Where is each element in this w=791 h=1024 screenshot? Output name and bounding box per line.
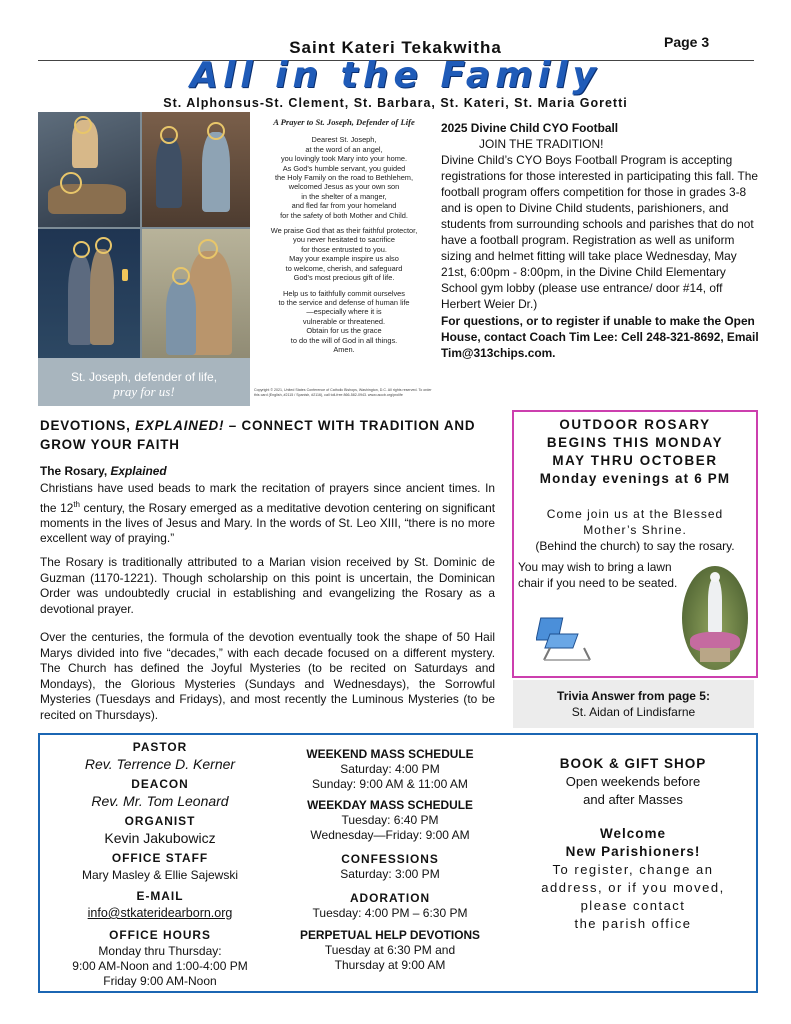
email-link[interactable]: info@stkateridearborn.org (87, 906, 233, 920)
office-staff-label: OFFICE STAFF (111, 851, 209, 865)
weekend-mass-line: Sunday: 9:00 AM & 11:00 AM (312, 777, 468, 791)
rosary-announcement (514, 416, 756, 488)
cyo-contact: For questions, or to register if unable to make the Open House, contact Coach Tim Lee: Cell 248-321-8692, Email Tim@313chips.com. (441, 314, 759, 360)
weekend-mass-line: Saturday: 4:00 PM (340, 762, 440, 776)
lawn-chair-icon (536, 612, 596, 662)
rosary-line: MAY THRU OCTOBER (552, 453, 718, 468)
lawn-chair-note: You may wish to bring a lawn chair if you need to be seated. (518, 560, 678, 590)
prayer-stanza: We praise God that as their faithful protector, you never hesitated to sacrifice for those entrusted to you. May your example inspire us also to welcome, cherish, and safeguard God's most precious gift of life. (270, 226, 418, 283)
paragraph-part: Christians have used beads to mark the recitation of prayers since ancient times. In the 12 (40, 481, 495, 515)
confessions-time: Saturday: 3:00 PM (340, 867, 440, 881)
parish-list: St. Alphonsus-St. Clement, St. Barbara, St. Kateri, St. Maria Goretti (163, 96, 628, 110)
prayer-copyright: Copyright © 2021, United States Conference of Catholic Bishops, Washington, D.C. All rights reserved. To order this card (English, #2115 / Spanish, #2116), call toll-free 866-582-0943. www.usccb.org/prolife (254, 388, 432, 397)
deacon-name: Rev. Mr. Tom Leonard (91, 793, 229, 809)
rosary-line: Come join us at the Blessed (546, 507, 724, 521)
schedule-column (280, 747, 500, 973)
office-hours-line: Monday thru Thursday: (98, 944, 222, 958)
perpetual-help-line: Tuesday at 6:30 PM and (324, 943, 456, 957)
weekday-mass-line: Tuesday: 6:40 PM (341, 813, 439, 827)
perpetual-help-line: Thursday at 9:00 AM (334, 958, 446, 972)
rosary-subheading (40, 464, 495, 480)
parish-info-box (38, 733, 758, 993)
shop-welcome-column (510, 755, 756, 933)
weekday-mass-line: Wednesday—Friday: 9:00 AM (310, 828, 470, 842)
office-hours-line: Friday 9:00 AM-Noon (103, 974, 217, 988)
marian-shrine-photo (682, 566, 748, 670)
devotions-paragraph-1 (40, 481, 495, 547)
weekend-mass-label: WEEKEND MASS SCHEDULE (306, 747, 474, 761)
cyo-football-article (441, 120, 761, 361)
paragraph-part: century, the Rosary emerged as a meditative devotion centering on significant moments in the lives of Jesus and Mary. In the words of St. Leo XIII, “there is no more excellent way of praying.” (40, 500, 496, 546)
cyo-subtitle: JOIN THE TRADITION! (479, 137, 604, 151)
adoration-label: ADORATION (349, 891, 431, 905)
artwork-caption (38, 358, 250, 406)
cyo-body: Divine Child’s CYO Boys Football Program is accepting registrations for those interested in participating this fall. The football program offers competition for those in grades 3-8 and is open to Divine Child students, parishioners, and students from surrounding schools and parishes that do not have a football program. Registration as well as uniform sizing and helmet fitting will take place Wednesday, May 21st, 6:00pm - 8:00pm, in the Divine Child Elementary School gym lobby (please use entrance/ door #14, off Herbert Weier Dr.) (441, 153, 759, 311)
devotions-paragraph-2: The Rosary is traditionally attributed to a Marian vision received by St. Dominic de Guzman (1170-1221). Though scholarship on this point is uncertain, the Dominican Order was undoubtedly crucial in establishing and evangelizing the Rosary as a devotional prayer. (40, 555, 495, 616)
rosary-line: OUTDOOR ROSARY (559, 417, 711, 432)
subheading-part: Explained (110, 464, 167, 478)
prayer-card-text (254, 118, 434, 360)
organist-name: Kevin Jakubowicz (104, 830, 216, 846)
heading-part: EXPLAINED! (135, 418, 225, 433)
subheading-part: The Rosary, (40, 464, 108, 478)
email-label: E-MAIL (136, 889, 184, 903)
staff-column (40, 739, 280, 989)
newsletter-title: Saint Kateri Tekakwitha (289, 38, 502, 57)
rosary-invitation (514, 506, 756, 554)
devotions-paragraph-3: Over the centuries, the formula of the devotion eventually took the shape of 50 Hail Marys divided into five “decades,” with each decade focused on a different mystery. The Church has defined the Joyful Mysteries (to be recited on Saturdays and Mondays), the Glorious Mysteries (Sundays and Wednesdays), the Sorrowful Mysteries (Tuesdays and Fridays), and most recently the Luminous Mysteries (to be recited on Thursdays). (40, 630, 495, 722)
art-panel-home (142, 112, 250, 227)
deacon-label: DEACON (131, 777, 189, 791)
register-line: the parish office (574, 916, 692, 931)
welcome-heading: Welcome (599, 826, 667, 841)
gift-shop-line: Open weekends before (565, 774, 701, 789)
adoration-time: Tuesday: 4:00 PM – 6:30 PM (312, 906, 468, 920)
heading-part: – CONNECT WITH TRADITION AND GROW YOUR FAITH (40, 418, 476, 452)
outdoor-rosary-box (512, 410, 758, 678)
art-panel-dream (38, 112, 140, 227)
trivia-answer-box (513, 680, 754, 728)
confessions-label: CONFESSIONS (341, 852, 439, 866)
rosary-line: Monday evenings at 6 PM (539, 471, 731, 486)
office-hours-line: 9:00 AM-Noon and 1:00-4:00 PM (72, 959, 248, 973)
prayer-title: A Prayer to St. Joseph, Defender of Life (273, 117, 415, 127)
trivia-answer: St. Aidan of Lindisfarne (571, 705, 696, 719)
organist-label: ORGANIST (124, 814, 196, 828)
office-staff-names: Mary Masley & Ellie Sajewski (81, 868, 239, 882)
heading-part: DEVOTIONS, (40, 418, 131, 433)
pastor-name: Rev. Terrence D. Kerner (84, 756, 236, 772)
caption-line: St. Joseph, defender of life, (70, 370, 218, 384)
gift-shop-label: BOOK & GIFT SHOP (559, 756, 707, 771)
weekday-mass-label: WEEKDAY MASS SCHEDULE (307, 798, 473, 812)
gift-shop-line: and after Masses (583, 792, 683, 807)
register-line: address, or if you moved, (541, 880, 725, 895)
art-panel-holy-family (142, 229, 250, 359)
welcome-heading: New Parishioners! (565, 844, 701, 859)
art-panel-journey (38, 229, 140, 359)
office-hours-label: OFFICE HOURS (109, 928, 211, 942)
prayer-stanza: Help us to faithfully commit ourselves to the service and defense of human life —especially where it is vulnerable or threatened. Obtain for us the grace to do the will of God in all things. Amen. (278, 288, 410, 354)
section-banner: All in the Family (190, 55, 601, 96)
page-number: Page 3 (664, 34, 710, 50)
caption-line: pray for us! (113, 384, 175, 399)
rosary-line: Mother’s Shrine. (583, 523, 687, 537)
devotions-heading (40, 416, 510, 454)
rosary-line: (Behind the church) to say the rosary. (535, 539, 735, 553)
register-line: please contact (580, 898, 686, 913)
rosary-line: BEGINS THIS MONDAY (546, 435, 724, 450)
pastor-label: PASTOR (132, 740, 188, 754)
prayer-stanza: Dearest St. Joseph, at the word of an angel, you lovingly took Mary into your home. As God's humble servant, you guided the Holy Family on the road to Bethlehem, welcomed Jesus as your own son in the shelter of a manger, and fled far from your homeland for the safety of both Mother and Child. (274, 135, 414, 220)
superscript: th (73, 499, 80, 509)
perpetual-help-label: PERPETUAL HELP DEVOTIONS (300, 928, 480, 942)
cyo-title: 2025 Divine Child CYO Football (441, 121, 619, 135)
trivia-label: Trivia Answer from page 5: (557, 689, 710, 703)
register-line: To register, change an (552, 862, 714, 877)
